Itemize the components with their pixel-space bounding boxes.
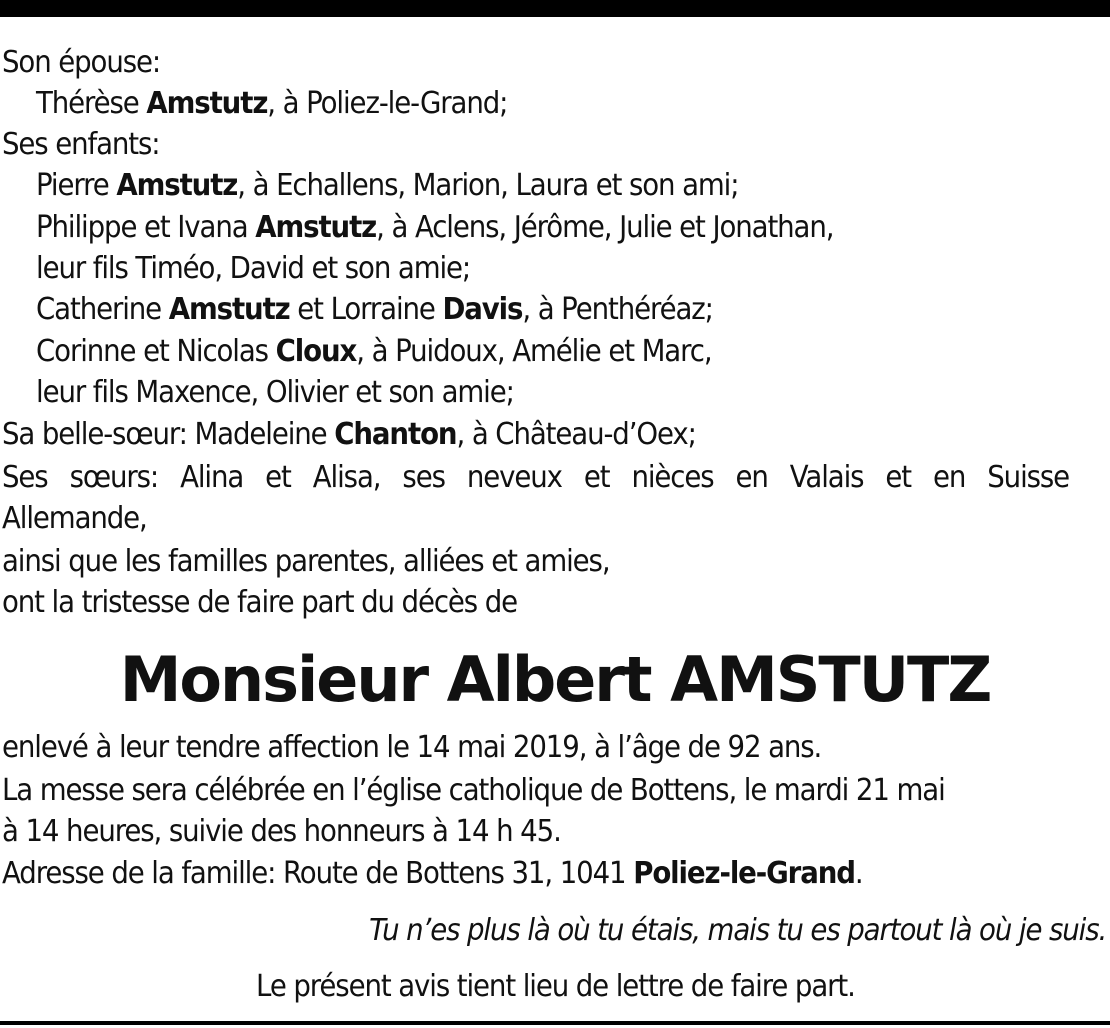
child-line-1: Pierre Amstutz, à Echallens, Marion, Laura et son ami;: [36, 168, 739, 203]
top-rule: [0, 0, 1110, 17]
child-line-3: Catherine Amstutz et Lorraine Davis, à Penthéréaz;: [36, 292, 713, 327]
surname: Davis: [442, 292, 523, 327]
closing-line: Le présent avis tient lieu de lettre de faire part.: [255, 969, 855, 1004]
families-line: ainsi que les familles parentes, alliées et amies,: [2, 544, 610, 579]
children-heading: Ses enfants:: [2, 127, 160, 162]
surname: Amstutz: [255, 210, 377, 245]
child-line-4: Corinne et Nicolas Cloux, à Puidoux, Amélie et Marc,: [36, 334, 712, 369]
passed-line: enlevé à leur tendre affection le 14 mai 2019, à l’âge de 92 ans.: [2, 730, 822, 765]
surname: Chanton: [334, 417, 457, 452]
child-line-2-cont: leur fils Timéo, David et son amie;: [36, 251, 471, 286]
mass-line-cont: à 14 heures, suivie des honneurs à 14 h 45.: [2, 814, 561, 849]
sister-in-law-line: Sa belle-sœur: Madeleine Chanton, à Château-d’Oex;: [2, 417, 696, 452]
deceased-name: Monsieur Albert AMSTUTZ: [119, 643, 991, 716]
announce-line: ont la tristesse de faire part du décès de: [2, 585, 518, 620]
quote: Tu n’es plus là où tu étais, mais tu es partout là où je suis.: [368, 913, 1106, 948]
surname: Cloux: [275, 334, 357, 369]
child-line-2: Philippe et Ivana Amstutz, à Aclens, Jérôme, Julie et Jonathan,: [36, 210, 834, 245]
address-line: Adresse de la famille: Route de Bottens 31, 1041 Poliez-le-Grand.: [2, 856, 863, 891]
surname: Amstutz: [168, 292, 290, 327]
sisters-line: Ses sœurs: Alina et Alisa, ses neveux et nièces en Valais et en Suisse: [2, 460, 1070, 495]
surname: Amstutz: [116, 168, 238, 203]
sisters-line-cont: Allemande,: [2, 501, 147, 536]
spouse-line: Thérèse Amstutz, à Poliez-le-Grand;: [36, 86, 508, 121]
bottom-rule: [0, 1021, 1110, 1025]
mass-line: La messe sera célébrée en l’église catholique de Bottens, le mardi 21 mai: [2, 773, 945, 808]
surname: Amstutz: [146, 86, 268, 121]
child-line-4-cont: leur fils Maxence, Olivier et son amie;: [36, 375, 514, 410]
spouse-heading: Son épouse:: [2, 45, 161, 80]
town: Poliez-le-Grand: [633, 856, 855, 891]
